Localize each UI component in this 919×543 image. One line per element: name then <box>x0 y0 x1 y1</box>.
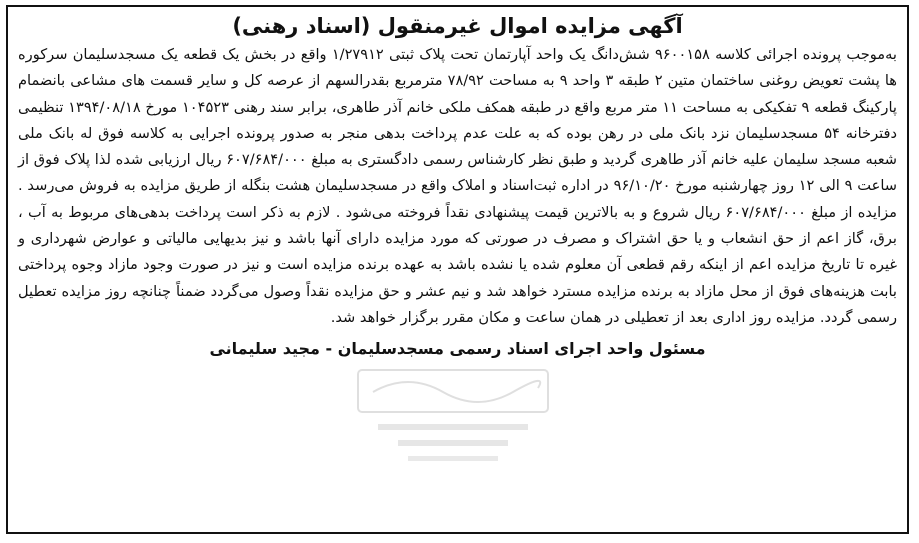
newspaper-watermark-logo <box>338 352 568 472</box>
notice-body: به‌موجب پرونده اجرائی کلاسه ۹۶۰۰۱۵۸ شش‌دانگ یک واحد آپارتمان تحت پلاک ثبتی ۱/۲۷۹۱۲ واقع در بخش یک قطعه یک مسجدسلیمان سرکوره ها پشت تعویض روغنی ساختمان متین ۲ طبقه ۳ واحد ۹ به مساحت ۷۸/۹۲ مترمربع بقدرالسهم از عرصه کل و سایر قسمت های مشاعی بانضمام پارکینگ قطعه ۹ تفکیکی به مساحت ۱۱ متر مربع واقع در طبقه همکف ملکی خانم آذر طاهری، برابر سند رهنی ۱۰۴۵۲۳ مورخ ۱۳۹۴/۰۸/۱۸ تنظیمی دفترخانه ۵۴ مسجدسلیمان نزد بانک ملی در رهن بوده که به علت عدم پرداخت بدهی منجر به صدور پرونده اجرایی به کلاسه فوق له بانک ملی شعبه مسجد سلیمان علیه خانم آذر طاهری گردید و طبق نظر کارشناس رسمی دادگستری به مبلغ ۶۰۷/۶۸۴/۰۰۰ ریال ارزیابی شده لذا پلاک فوق از ساعت ۹ الی ۱۲ روز چهارشنبه مورخ ۹۶/۱۰/۲۰ در اداره ثبت‌اسناد و املاک واقع در مسجدسلیمان هشت بنگله از طریق مزایده به فروش می‌رسد . مزایده از مبلغ ۶۰۷/۶۸۴/۰۰۰ ریال شروع و به بالاترین قیمت پیشنهادی نقداً فروخته می‌شود . لازم به ذکر است پرداخت بدهی‌های مربوط به آب ، برق، گاز اعم از حق انشعاب و یا حق اشتراک و مصرف در صورتی که مورد مزایده دارای آنها باشد و نیز بدیهایی مالیاتی و عوارض شهرداری و غیره تا تاریخ مزایده اعم از اینکه رقم قطعی آن معلوم شده یا نشده باشد به عهده برنده مزایده است و نیز در صورت وجود مازاد وجوه پرداختی بابت هزینه‌های فوق از محل مازاد به برنده مزایده مسترد خواهد شد و نیم عشر و حق مزایده نقداً وصول می‌گردد ضمناً چنانچه روز مزایده تعطیل رسمی گردد. مزایده روز اداری بعد از تعطیلی در همان ساعت و مکان مقرر برگزار خواهد شد. <box>18 46 898 326</box>
auction-notice <box>6 5 909 534</box>
notice-signature: مسئول واحد اجرای اسناد رسمی مسجدسلیمان - مجید سلیمانی <box>209 339 706 359</box>
notice-title: آگهی مزایده اموال غیرمنقول (اسناد رهنی) <box>232 14 683 38</box>
